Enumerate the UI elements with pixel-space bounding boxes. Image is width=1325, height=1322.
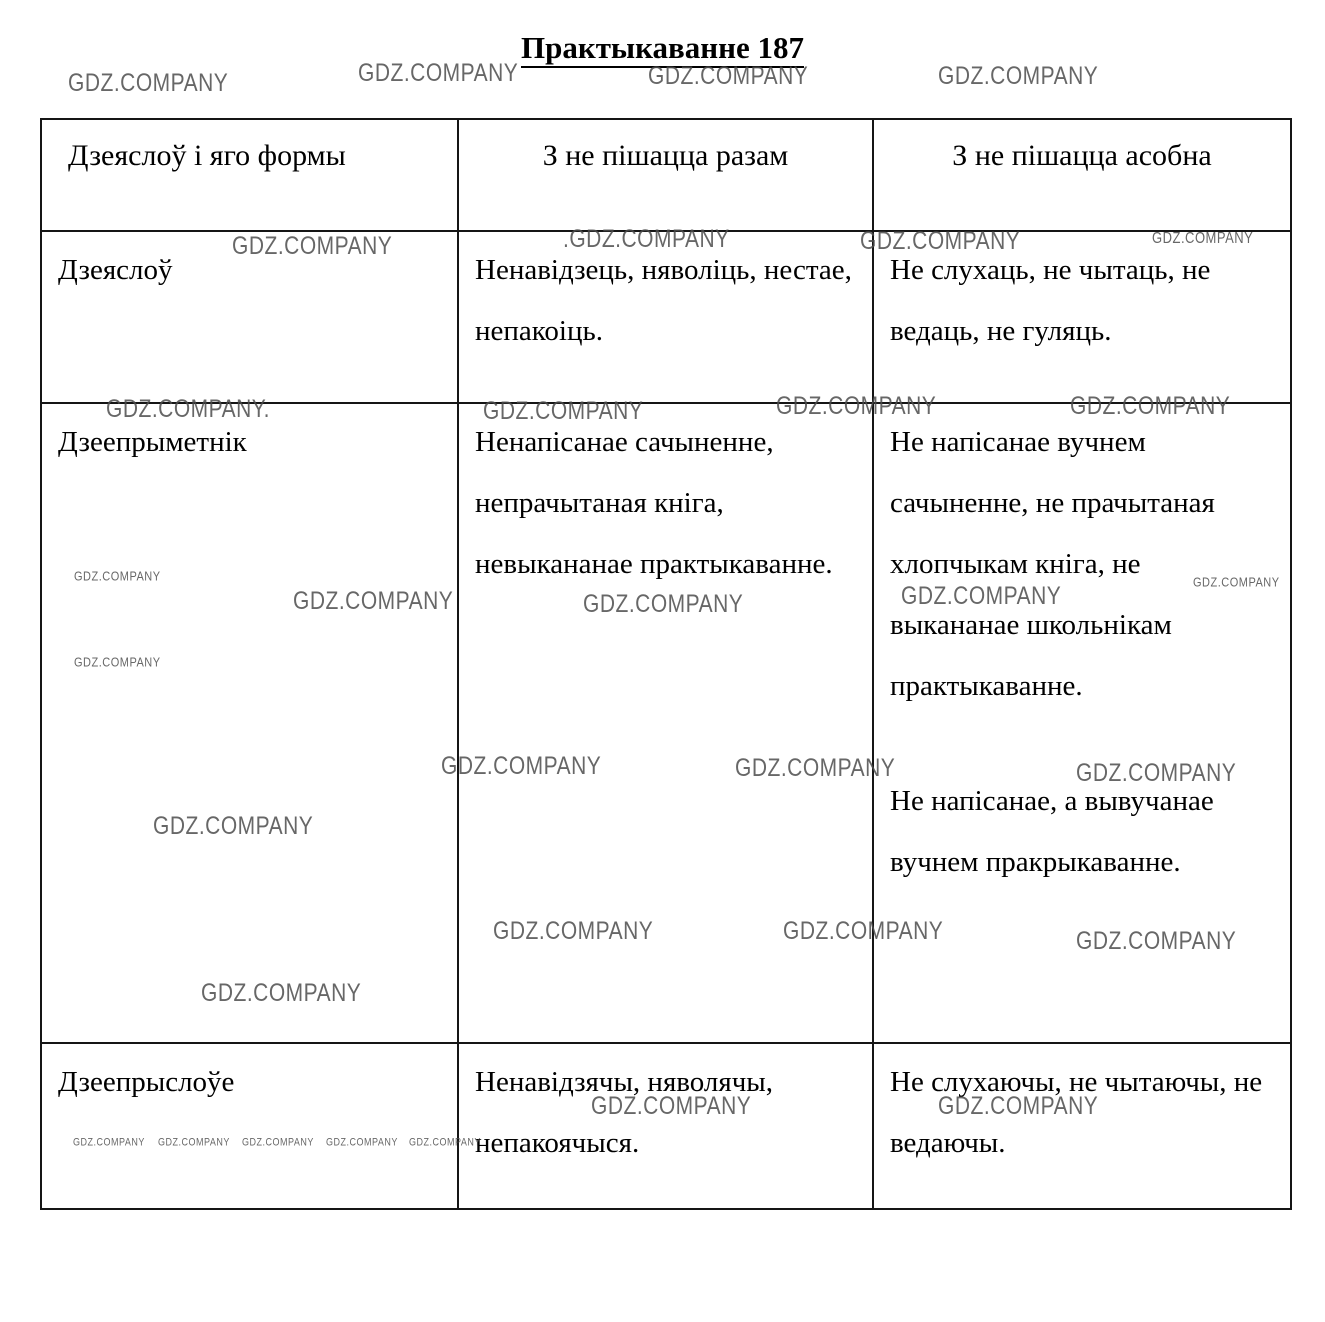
watermark: GDZ.COMPANY xyxy=(409,1136,481,1148)
watermark: GDZ.COMPANY xyxy=(68,70,229,98)
watermark: GDZ.COMPANY xyxy=(153,813,314,841)
watermark: GDZ.COMPANY xyxy=(242,1136,314,1148)
table-header-separate: З не пішацца асобна xyxy=(872,120,1290,230)
watermark: GDZ.COMPANY xyxy=(901,583,1062,611)
table-cell-together-adverbial: Ненавідзячы, няволячы, непакоячыся. xyxy=(457,1042,872,1208)
watermark: GDZ.COMPANY xyxy=(583,591,744,619)
watermark: GDZ.COMPANY xyxy=(735,755,896,783)
watermark: GDZ.COMPANY xyxy=(201,980,362,1008)
watermark: GDZ.COMPANY xyxy=(648,63,809,91)
paragraph-separate-2: Не напісанае, а вывучанае вучнем пракрыкаванне. xyxy=(890,785,1214,879)
page-title xyxy=(0,30,1325,66)
page-title-text: Практыкаванне 187 xyxy=(521,30,804,68)
watermark: GDZ.COMPANY. xyxy=(106,396,270,424)
watermark: GDZ.COMPANY xyxy=(326,1136,398,1148)
watermark: .GDZ.COMPANY xyxy=(563,226,730,254)
watermark: GDZ.COMPANY xyxy=(158,1136,230,1148)
watermark: GDZ.COMPANY xyxy=(1070,393,1231,421)
watermark: GDZ.COMPANY xyxy=(293,588,454,616)
table-cell-form-verb: Дзеяслоў xyxy=(42,230,457,402)
table-cell-separate-verb: Не слухаць, не чытаць, не ведаць, не гуляць. xyxy=(872,230,1290,402)
watermark: GDZ.COMPANY xyxy=(1193,576,1280,591)
table-cell-form-adverbial: Дзеепрыслоўе xyxy=(42,1042,457,1208)
table-cell-together-participle: Ненапісанае сачыненне, непрачытаная кніга, невыкананае практыкаванне. xyxy=(457,402,872,1042)
watermark: GDZ.COMPANY xyxy=(493,918,654,946)
watermark: GDZ.COMPANY xyxy=(441,753,602,781)
paragraph-separate-1: Не напісанае вучнем сачыненне, не прачытаная хлопчыкам кніга, не выкананае школьнікам практыкаванне. xyxy=(890,426,1215,702)
watermark: GDZ.COMPANY xyxy=(1076,928,1237,956)
table-cell-separate-participle xyxy=(872,402,1290,1042)
watermark: GDZ.COMPANY xyxy=(938,63,1099,91)
table-header-together: З не пішацца разам xyxy=(457,120,872,230)
table-cell-separate-adverbial: Не слухаючы, не чытаючы, не ведаючы. xyxy=(872,1042,1290,1208)
watermark: GDZ.COMPANY xyxy=(483,398,644,426)
watermark: GDZ.COMPANY xyxy=(1152,229,1254,247)
watermark: GDZ.COMPANY xyxy=(358,60,519,88)
watermark: GDZ.COMPANY xyxy=(860,228,1021,256)
watermark: GDZ.COMPANY xyxy=(776,393,937,421)
table-header-verb-forms: Дзеяслоў і яго формы xyxy=(68,139,346,172)
watermark: GDZ.COMPANY xyxy=(74,656,161,671)
watermark: GDZ.COMPANY xyxy=(74,570,161,585)
answers-table xyxy=(40,118,1292,1210)
watermark: GDZ.COMPANY xyxy=(783,918,944,946)
table-cell-together-verb: Ненавідзець, няволіць, нестае, непакоіць. xyxy=(457,230,872,402)
watermark: GDZ.COMPANY xyxy=(73,1136,145,1148)
watermark: GDZ.COMPANY xyxy=(1076,760,1237,788)
watermark: GDZ.COMPANY xyxy=(591,1093,752,1121)
watermark: GDZ.COMPANY xyxy=(232,233,393,261)
table-cell-form-participle: Дзеепрыметнік xyxy=(42,402,457,1042)
watermark: GDZ.COMPANY xyxy=(938,1093,1099,1121)
